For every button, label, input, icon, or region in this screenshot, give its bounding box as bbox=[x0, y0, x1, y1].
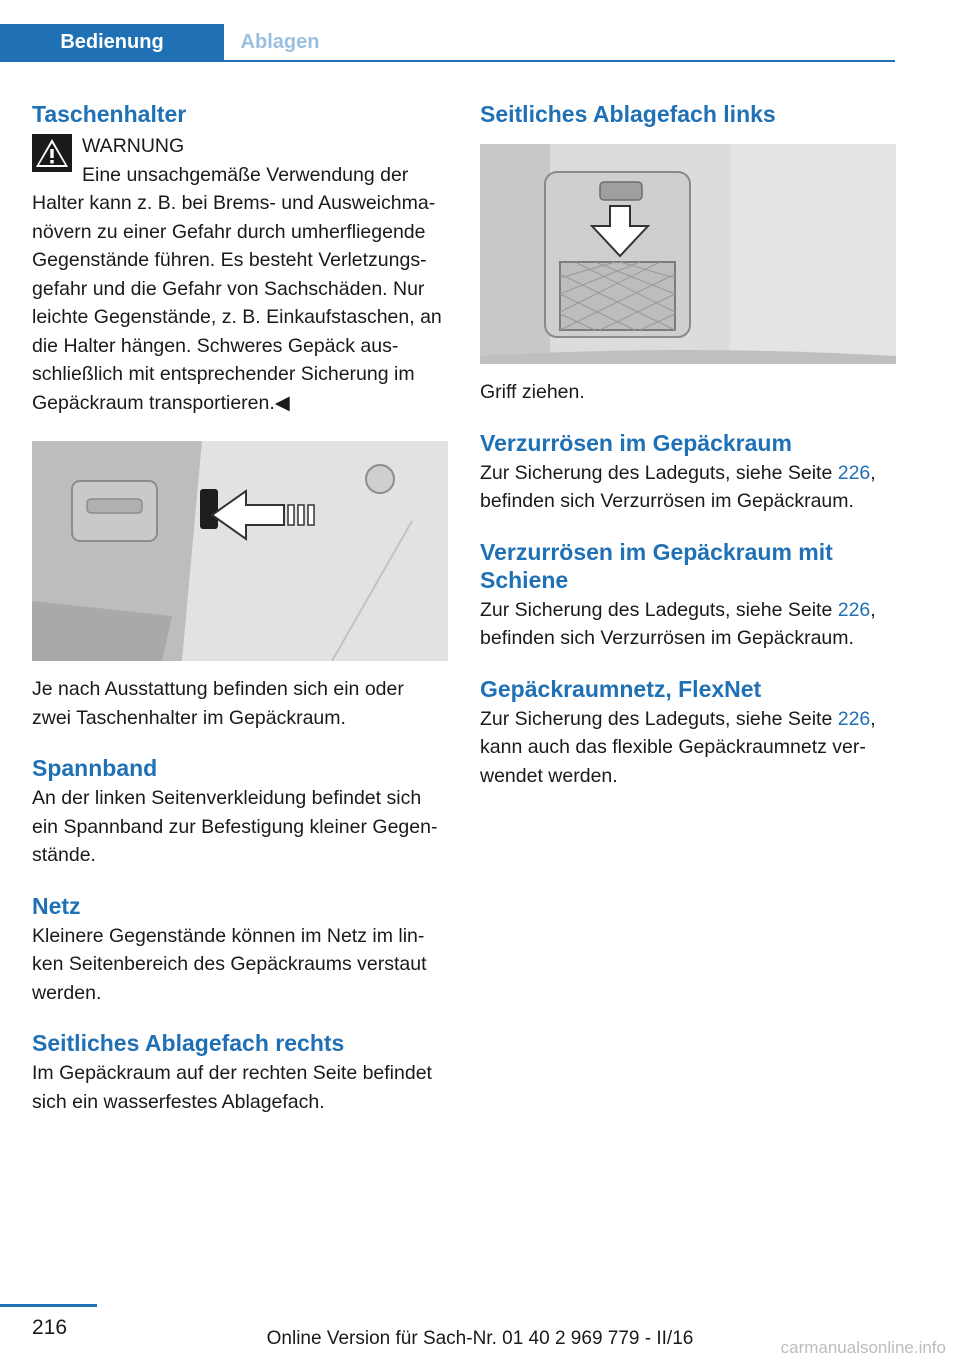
section-title-flexnet: Gepäckraumnetz, FlexNet bbox=[480, 675, 762, 702]
netz-text: Kleinere Gegenstände können im Netz im linken Seitenbereich des Gepäckraums verstaut werden. bbox=[32, 924, 427, 1004]
section-title-fach-rechts: Seitliches Ablagefach rechts bbox=[32, 1030, 345, 1056]
verzurroesen-text: Zur Sicherung des Ladeguts, siehe Seite 226, befinden sich Verzurrösen im Gepäckraum. bbox=[480, 461, 876, 512]
fach-rechts-text: Im Gepäckraum auf der rechten Seite befindet sich ein wasserfestes Ablagefach. bbox=[32, 1062, 432, 1113]
taschenhalter-caption: Je nach Ausstattung befinden sich ein oder zwei Taschenhalter im Gepäckraum. bbox=[32, 678, 404, 729]
section-title-spannband: Spannband bbox=[32, 755, 158, 781]
section-title-fach-links: Seitliches Ablagefach links bbox=[480, 101, 776, 127]
header-divider bbox=[0, 60, 895, 62]
section-title-netz: Netz bbox=[32, 892, 81, 919]
spannband-text: An der linken Seitenverkleidung befindet sich ein Spannband zur Befestigung kleiner Gegenstände. bbox=[32, 787, 438, 866]
verzurroesen-schiene-text: Zur Sicherung des Ladeguts, siehe Seite 226, befinden sich Verzurrösen im Gepäckraum. bbox=[480, 598, 876, 649]
fach-links-caption: Griff ziehen. bbox=[480, 381, 585, 403]
section-spannband bbox=[32, 754, 448, 870]
header-bar bbox=[0, 0, 895, 62]
warning-block bbox=[32, 132, 448, 417]
section-title-taschenhalter: Taschenhalter bbox=[32, 101, 187, 127]
tab-bedienung[interactable]: Bedienung bbox=[0, 24, 224, 61]
section-verzurroesen-schiene bbox=[480, 538, 896, 653]
warning-text-line1: Eine unsachgemäße Verwendung der bbox=[82, 163, 409, 186]
section-fach-rechts bbox=[32, 1029, 448, 1116]
taschenhalter-photo bbox=[32, 441, 448, 661]
section-verzurroesen bbox=[480, 429, 896, 516]
right-column bbox=[480, 100, 896, 790]
warning-text: Halter kann z. B. bei Brems- und Ausweichmanövern zu einer Gefahr durch umherfliegende Gegenstände führen. Es besteht Verletzungsgefahr und die Gefahr von Sachschäden. Nur leichte Gegenstände, z. B. Einkaufstaschen, an die Halter hängen. Schweres Gepäck ausschließlich mit entsprechender Sicherung im Gepäckraum transportieren.◀ bbox=[32, 192, 442, 414]
watermark: carmanualsonline.info bbox=[780, 1338, 946, 1357]
section-flexnet bbox=[480, 675, 896, 791]
flexnet-text: Zur Sicherung des Ladeguts, siehe Seite 226, kann auch das flexible Gepäckraumnetz verwendet werden. bbox=[480, 707, 876, 787]
page-link-226[interactable]: 226 bbox=[837, 707, 871, 730]
section-title-verzurroesen-schiene: Verzurrösen im Gepäckraum mit Schiene bbox=[480, 538, 833, 593]
section-netz bbox=[32, 892, 448, 1008]
page-number: 216 bbox=[32, 1316, 68, 1339]
page-link-226[interactable]: 226 bbox=[837, 461, 871, 484]
warning-triangle-icon bbox=[32, 134, 72, 172]
tab-ablagen[interactable]: Ablagen bbox=[240, 31, 320, 53]
fach-links-photo bbox=[480, 144, 896, 364]
section-title-verzurroesen: Verzurrösen im Gepäckraum bbox=[480, 429, 792, 456]
footer-divider bbox=[0, 1304, 97, 1307]
page-link-226[interactable]: 226 bbox=[837, 598, 871, 621]
online-version-text: Online Version für Sach-Nr. 01 40 2 969 779 - II/16 bbox=[266, 1328, 694, 1349]
left-column bbox=[32, 100, 448, 1116]
warning-label: WARNUNG bbox=[82, 135, 185, 157]
